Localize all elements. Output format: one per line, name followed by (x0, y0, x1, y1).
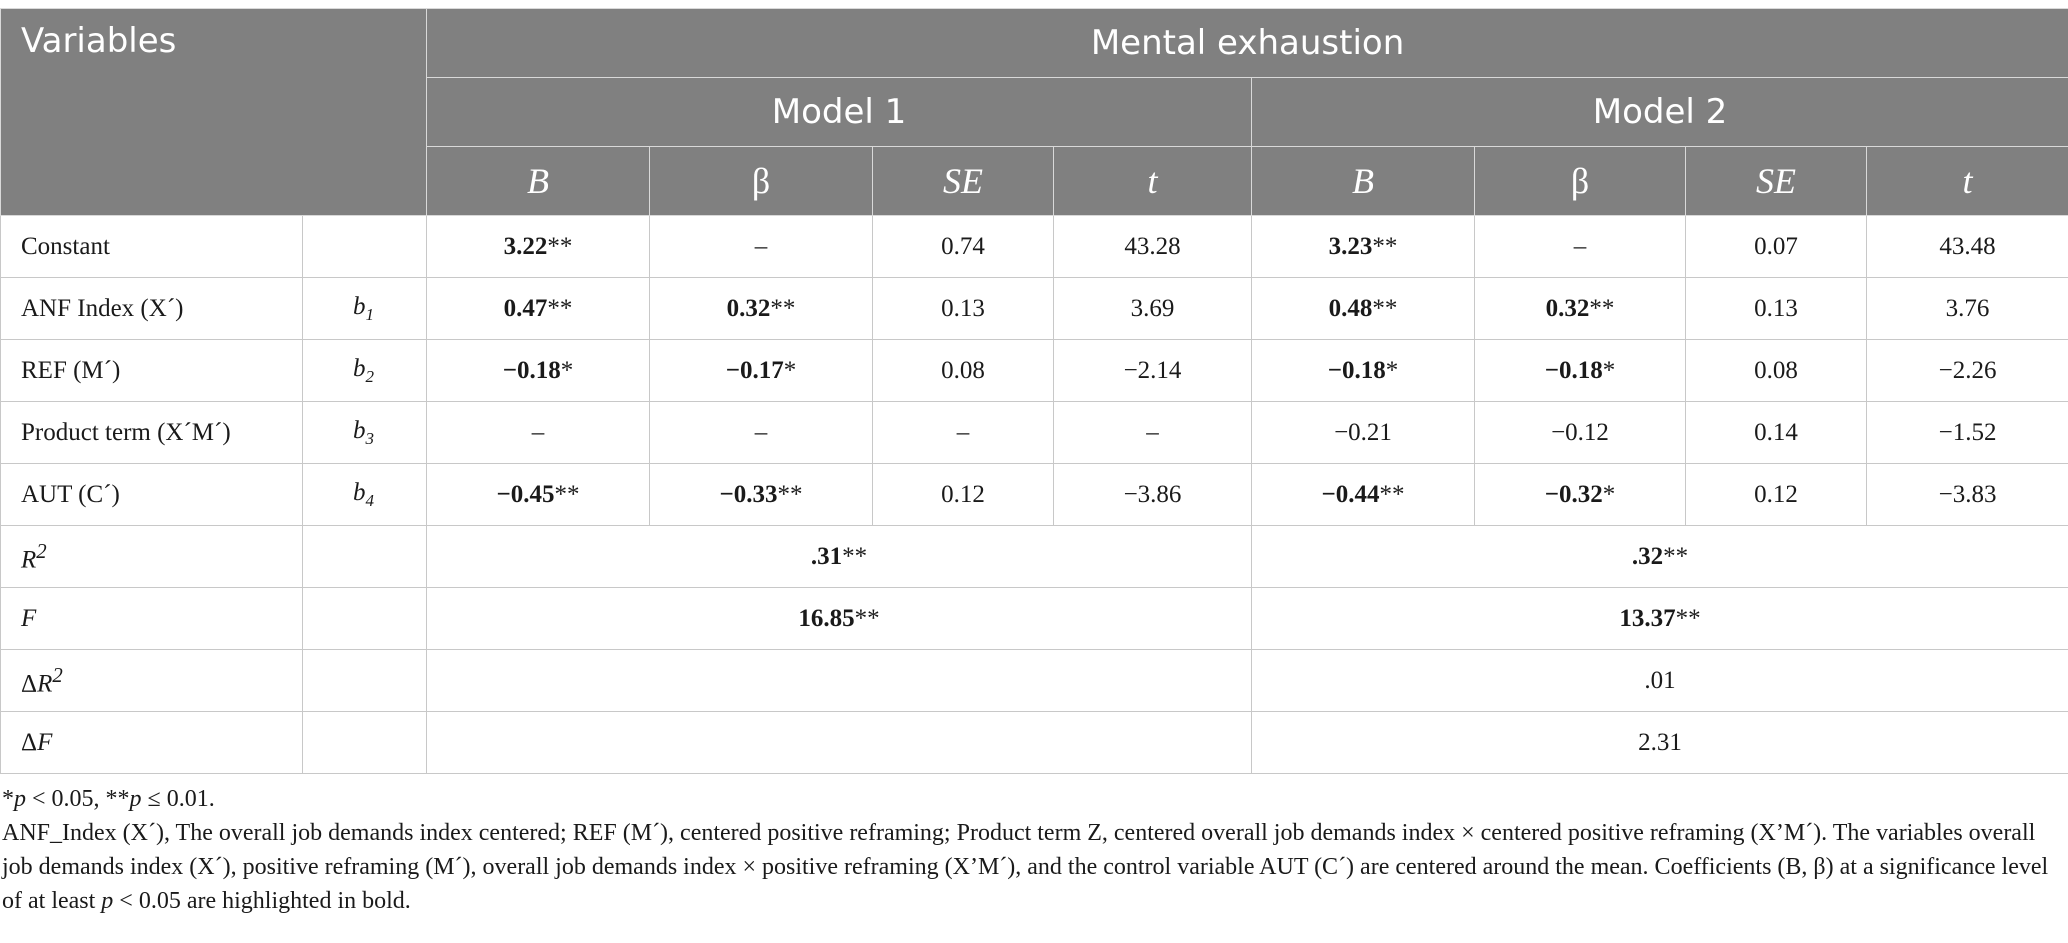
row-symbol: $b_2$ (303, 340, 427, 402)
table-row (1, 278, 2068, 340)
row-label: ΔF (1, 712, 303, 774)
stat-header-b-m1: B (427, 147, 650, 216)
table-cell: −2.14 (1054, 340, 1252, 402)
delta-f-model2: 2.31 (1252, 712, 2068, 774)
row-symbol (303, 712, 427, 774)
table-row-delta-r2 (1, 650, 2068, 712)
table-cell: 0.07 (1686, 216, 1867, 278)
row-symbol (303, 588, 427, 650)
table-row-r2 (1, 526, 2068, 588)
row-symbol (303, 526, 427, 588)
abbreviations-note: ANF_Index (X´), The overall job demands index centered; REF (M´), centered positive reframing; Product term Z, centered overall job demands index × centered positive reframing (X’M´). The variables overall job demands index (X´), positive reframing (M´), overall job demands index × positive reframing (X’M´), and the control variable AUT (C´) are centered around the mean. Coefficients (B, β) at a significance level of at least p < 0.05 are highlighted in bold. (2, 820, 2049, 914)
table-cell: −0.12 (1475, 402, 1686, 464)
significance-note: *p < 0.05, **p ≤ 0.01. (2, 786, 215, 812)
stat-header-t-m1: t (1054, 147, 1252, 216)
delta-r2-model2: .01 (1252, 650, 2068, 712)
r2-model1: .31** (427, 526, 1252, 588)
table-cell: 0.12 (1686, 464, 1867, 526)
table-cell: −3.86 (1054, 464, 1252, 526)
stat-header-se-m1: SE (873, 147, 1054, 216)
regression-table (0, 8, 2068, 774)
coefficient-rows (1, 216, 2068, 526)
row-symbol: $b_4$ (303, 464, 427, 526)
row-symbol: $b_1$ (303, 278, 427, 340)
row-symbol: $b_3$ (303, 402, 427, 464)
row-label: AUT (C´) (1, 464, 303, 526)
table-row-delta-f (1, 712, 2068, 774)
table-row (1, 216, 2068, 278)
row-symbol (303, 650, 427, 712)
stat-header-beta-m2: β (1475, 147, 1686, 216)
table-cell: 0.48** (1252, 278, 1475, 340)
row-label: REF (M´) (1, 340, 303, 402)
r2-model2: .32** (1252, 526, 2068, 588)
table-row (1, 402, 2068, 464)
f-model2: 13.37** (1252, 588, 2068, 650)
row-symbol (303, 216, 427, 278)
table-cell: −0.18* (1475, 340, 1686, 402)
variables-header: Variables (1, 9, 427, 216)
delta-r2-model1 (427, 650, 1252, 712)
table-cell: 0.13 (1686, 278, 1867, 340)
row-label: ANF Index (X´) (1, 278, 303, 340)
model1-header: Model 1 (427, 78, 1252, 147)
table-cell: −0.18* (427, 340, 650, 402)
table-cell: 3.22** (427, 216, 650, 278)
table-cell: 0.74 (873, 216, 1054, 278)
table-row-f (1, 588, 2068, 650)
table-cell: – (650, 402, 873, 464)
table-cell: 43.28 (1054, 216, 1252, 278)
row-label: Constant (1, 216, 303, 278)
table-cell: 3.76 (1867, 278, 2068, 340)
table-cell: 0.47** (427, 278, 650, 340)
table-cell: −0.17* (650, 340, 873, 402)
stat-header-beta-m1: β (650, 147, 873, 216)
table-cell: −0.21 (1252, 402, 1475, 464)
table-cell: – (650, 216, 873, 278)
stat-header-b-m2: B (1252, 147, 1475, 216)
row-label: $\Delta R^2$ (1, 650, 303, 712)
outcome-header: Mental exhaustion (427, 9, 2068, 78)
table-cell: 0.08 (873, 340, 1054, 402)
table-cell: – (873, 402, 1054, 464)
model2-header: Model 2 (1252, 78, 2068, 147)
table-cell: 0.32** (650, 278, 873, 340)
row-label: Product term (X´M´) (1, 402, 303, 464)
table-notes (2, 782, 2062, 918)
table-row (1, 340, 2068, 402)
table-cell: 3.69 (1054, 278, 1252, 340)
stat-header-t-m2: t (1867, 147, 2068, 216)
table-cell: −0.44** (1252, 464, 1475, 526)
table-cell: −0.18* (1252, 340, 1475, 402)
summary-rows (1, 526, 2068, 774)
f-model1: 16.85** (427, 588, 1252, 650)
table-cell: 0.32** (1475, 278, 1686, 340)
table-row (1, 464, 2068, 526)
table-cell: −0.45** (427, 464, 650, 526)
table-cell: −1.52 (1867, 402, 2068, 464)
table-cell: −0.32* (1475, 464, 1686, 526)
table-cell: 3.23** (1252, 216, 1475, 278)
table-cell: −3.83 (1867, 464, 2068, 526)
table-cell: −2.26 (1867, 340, 2068, 402)
table-cell: 0.12 (873, 464, 1054, 526)
row-label: F (1, 588, 303, 650)
table-cell: – (427, 402, 650, 464)
stat-header-se-m2: SE (1686, 147, 1867, 216)
table-cell: – (1475, 216, 1686, 278)
table-cell: −0.33** (650, 464, 873, 526)
table-cell: – (1054, 402, 1252, 464)
delta-f-model1 (427, 712, 1252, 774)
table-cell: 0.13 (873, 278, 1054, 340)
row-label: $R^2$ (1, 526, 303, 588)
table-cell: 43.48 (1867, 216, 2068, 278)
table-cell: 0.08 (1686, 340, 1867, 402)
table-cell: 0.14 (1686, 402, 1867, 464)
